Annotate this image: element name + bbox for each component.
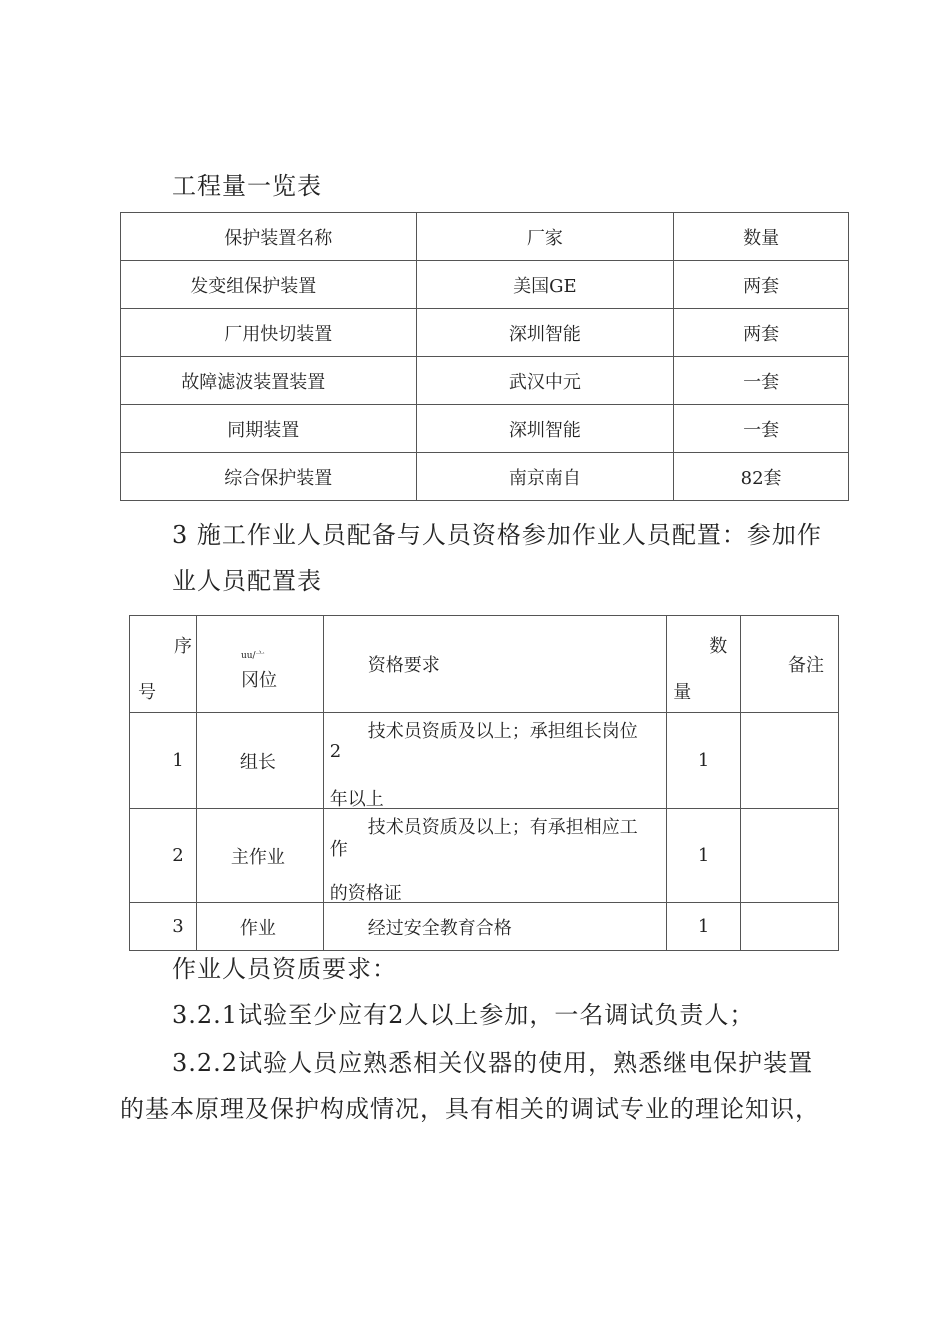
header-seq (130, 616, 197, 713)
remark-cell (741, 809, 839, 903)
header-post (196, 616, 323, 713)
device-name: 发变组保护装置 (121, 261, 417, 309)
table-row (130, 903, 839, 951)
post-cell: 组长 (196, 713, 323, 809)
req-line-1: 技术员资质及以上；有承担相应工 (367, 817, 638, 838)
paragraph-3-2-2-line-1: 3.2.2试验人员应熟悉相关仪器的使用，熟悉继电保护装置 (172, 1049, 814, 1077)
manufacturer: 美国GE (416, 261, 674, 309)
header-remark: 备注 (741, 616, 839, 713)
seq-cell: 1 (130, 713, 197, 809)
header-qualification: 资格要求 (323, 616, 666, 713)
table-header-row (121, 213, 849, 261)
header-seq-top: 序 (173, 636, 192, 657)
header-device-name: 保护装置名称 (121, 213, 417, 261)
manufacturer: 南京南自 (416, 453, 674, 501)
manufacturer: 深圳智能 (416, 309, 674, 357)
section-3-line-1: 3 施工作业人员配备与人员资格参加作业人员配置：参加作 (172, 521, 822, 549)
header-quantity (667, 616, 741, 713)
remark-cell (741, 713, 839, 809)
post-cell: 作业 (196, 903, 323, 951)
req-line-2: 作 (329, 839, 348, 860)
staffing-table (129, 615, 839, 951)
quantity: 一套 (674, 405, 849, 453)
quantity: 一套 (674, 357, 849, 405)
quantity: 两套 (674, 261, 849, 309)
device-name: 故障滤波装置装置 (121, 357, 417, 405)
table-row (121, 453, 849, 501)
paragraph-3-2-2-line-2: 的基本原理及保护构成情况，具有相关的调试专业的理论知识， (120, 1095, 820, 1123)
qualification-cell (323, 713, 666, 809)
page-heading: 工程量一览表 (172, 172, 322, 200)
table-row (121, 357, 849, 405)
post-cell: 主作业 (196, 809, 323, 903)
qualification-cell (323, 809, 666, 903)
table-row (130, 809, 839, 903)
device-name: 同期装置 (121, 405, 417, 453)
quantity: 两套 (674, 309, 849, 357)
header-manufacturer: 厂家 (416, 213, 674, 261)
device-name: 厂用快切装置 (121, 309, 417, 357)
header-post-label: 冈位 (240, 670, 277, 691)
seq-cell: 3 (130, 903, 197, 951)
paragraph-3-2-1: 3.2.1试验至少应有2人以上参加，一名调试负责人； (172, 1001, 755, 1029)
remark-cell (741, 903, 839, 951)
section-3-line-2: 业人员配置表 (172, 567, 322, 595)
device-name: 综合保护装置 (121, 453, 417, 501)
qualification-cell: 经过安全教育合格 (323, 903, 666, 951)
paragraph-qualification-heading: 作业人员资质要求： (172, 955, 397, 983)
header-quantity: 数量 (674, 213, 849, 261)
table-row (121, 309, 849, 357)
req-line-1: 技术员资质及以上；承担组长岗位 (367, 721, 638, 742)
header-seq-bottom: 号 (138, 682, 156, 703)
header-post-top: uu/亠 (240, 651, 265, 661)
req-line-2: 2 (329, 741, 342, 762)
qty-cell: 1 (667, 809, 741, 903)
req-line-3: 的资格证 (329, 883, 402, 904)
table-row (121, 261, 849, 309)
qty-cell: 1 (667, 713, 741, 809)
equipment-table (120, 212, 849, 501)
header-qty-bottom: 量 (673, 682, 692, 703)
req-line-3: 年以上 (329, 789, 384, 810)
quantity: 82套 (674, 453, 849, 501)
table-header-row (130, 616, 839, 713)
manufacturer: 武汉中元 (416, 357, 674, 405)
table-row (130, 713, 839, 809)
qty-cell: 1 (667, 903, 741, 951)
table-row (121, 405, 849, 453)
header-qty-top: 数 (709, 636, 728, 657)
manufacturer: 深圳智能 (416, 405, 674, 453)
seq-cell: 2 (130, 809, 197, 903)
